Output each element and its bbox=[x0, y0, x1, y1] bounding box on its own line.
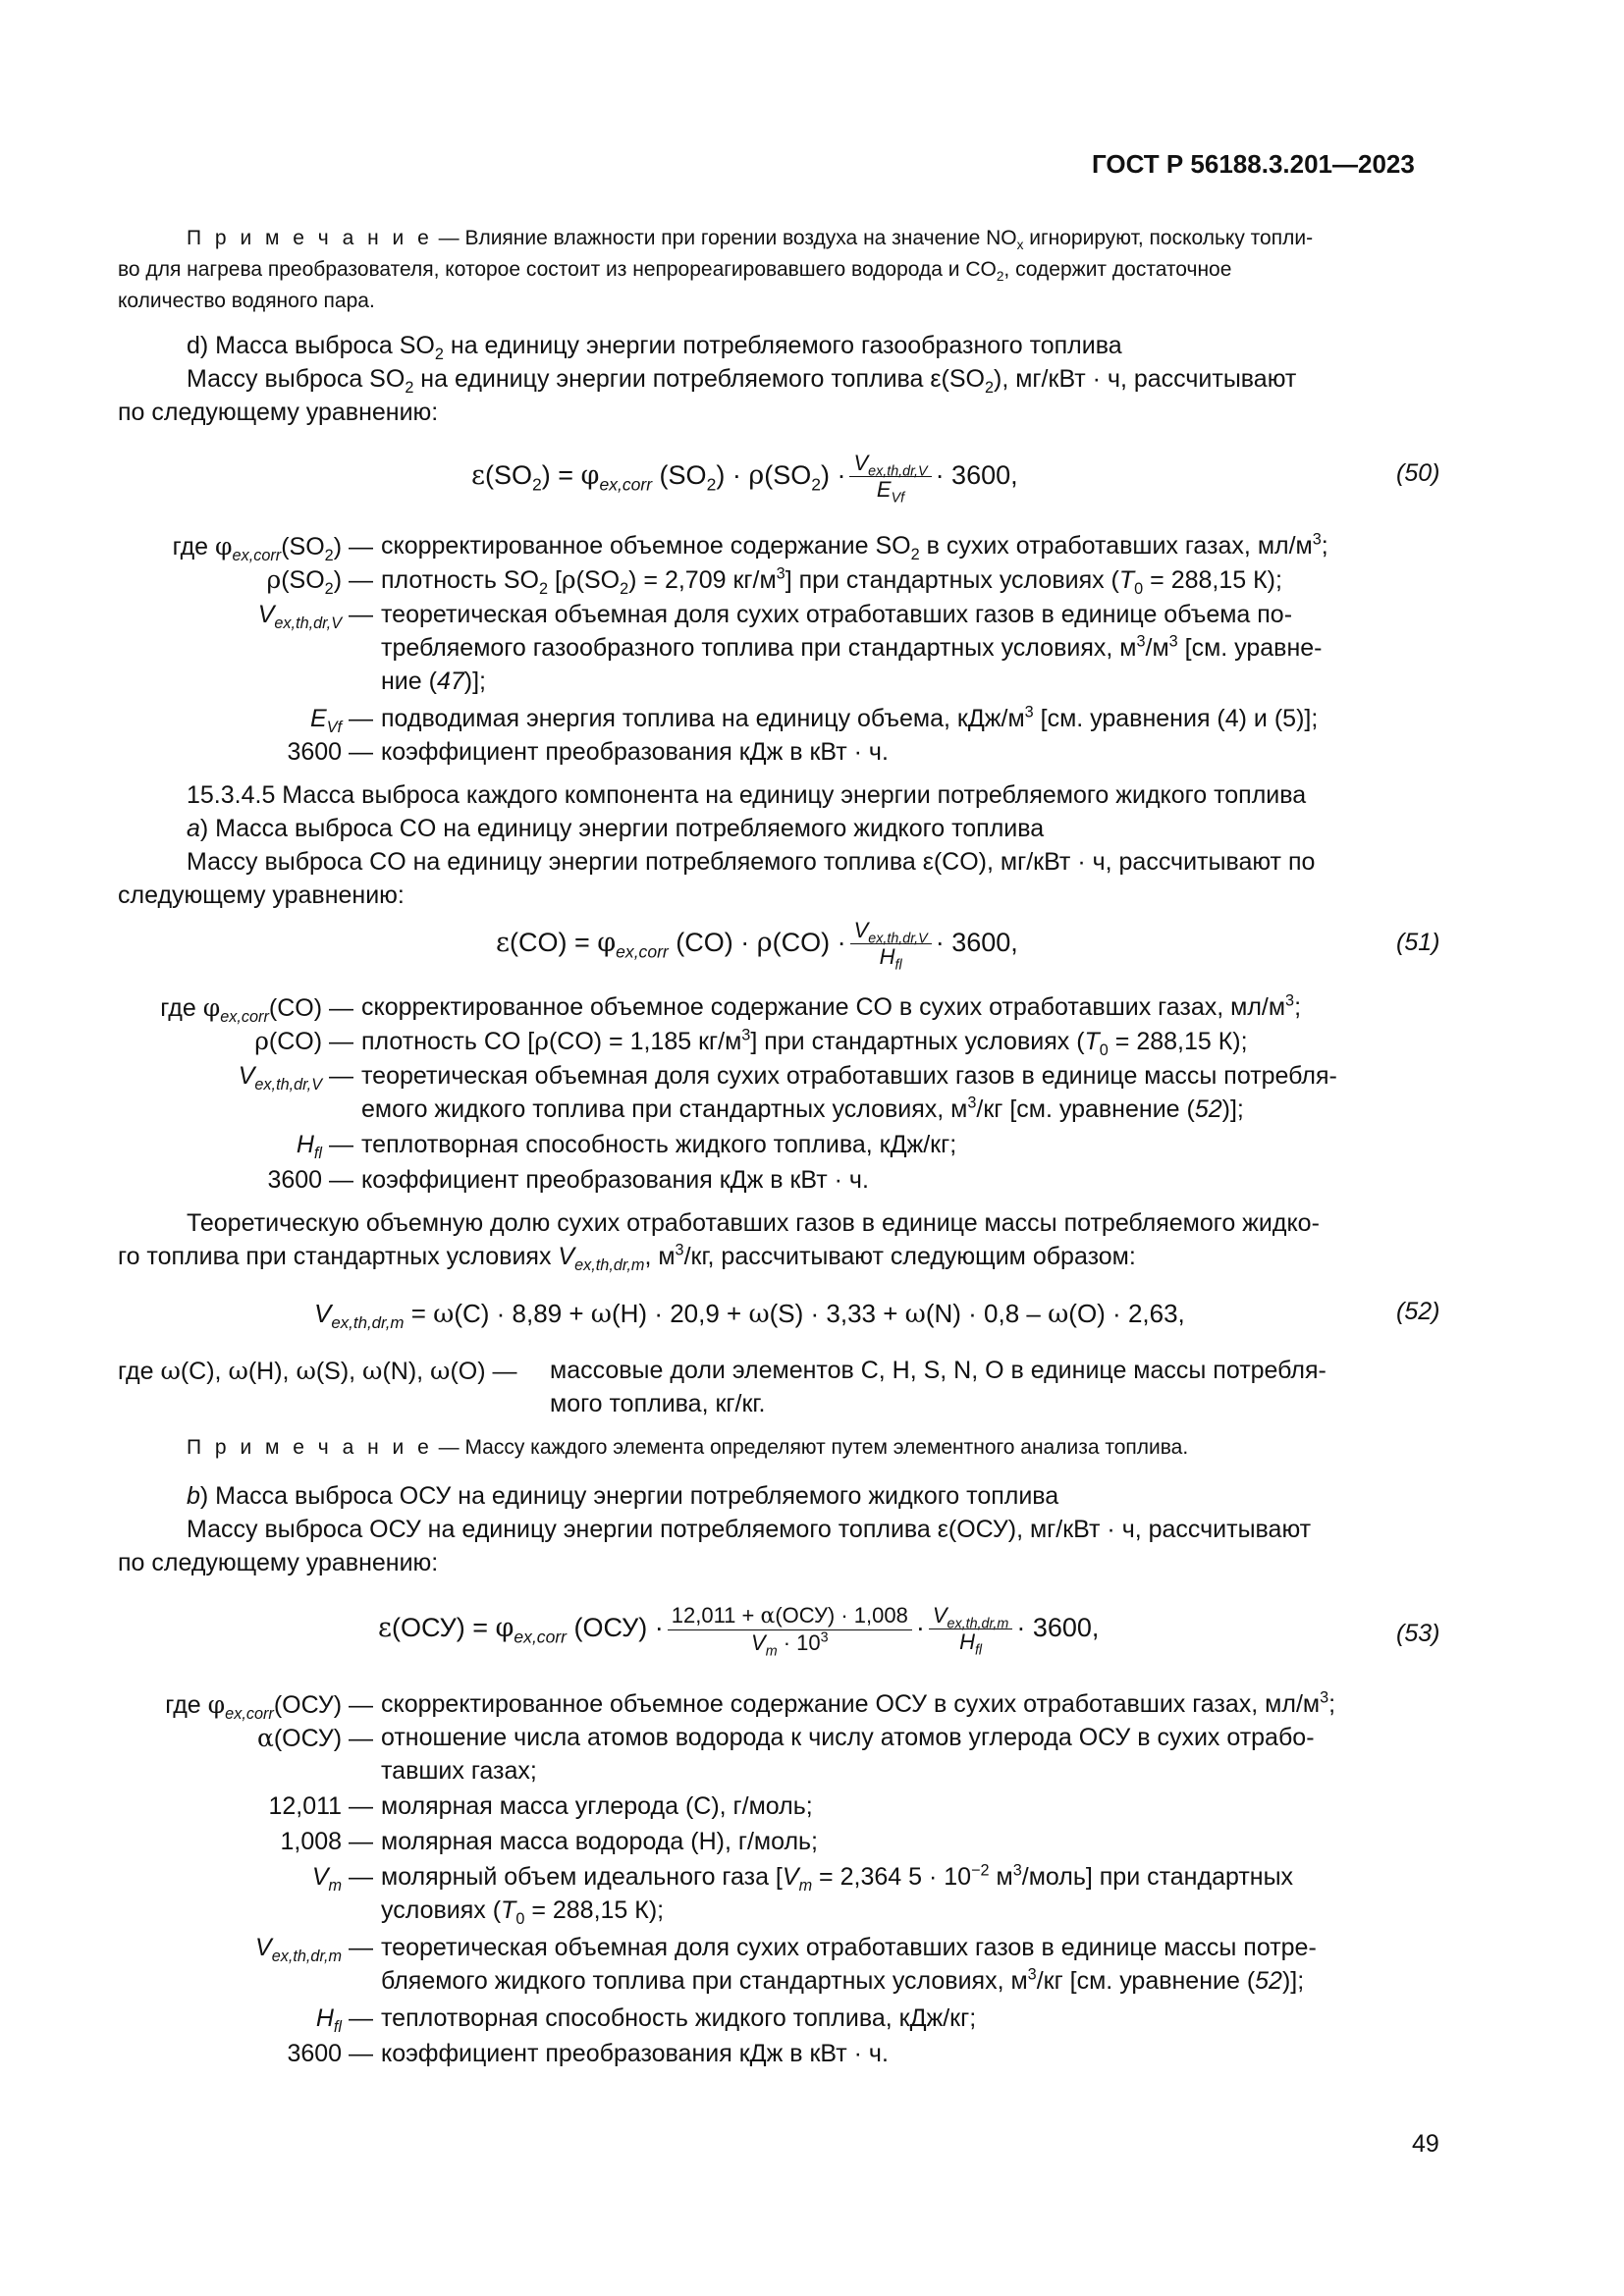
def-53-text-5-cont1: условиях ($T_0 = 288,15$ К); bbox=[381, 1896, 665, 1928]
def-52-sym: где ω(C), ω(H), ω(S), ω(N), ω(O) — bbox=[118, 1357, 517, 1385]
equation-50: $\varepsilon(SO_2) = \varphi_{ex,corr}$ $(SO_2) \cdot \rho(SO_2)$ · $\frac{V_{ex,th,dr,V}}{E_{Vf}}$ · 3600, bbox=[471, 451, 1018, 507]
def-51-sym-4: $H_{fl}$ — bbox=[296, 1131, 353, 1162]
def-53-text-2-cont1: тавших газах; bbox=[381, 1757, 537, 1785]
def-50-text-5: коэффициент преобразования кДж в кВт · ч. bbox=[381, 738, 889, 766]
def-53-text-7: теплотворная способность жидкого топлива, кДж/кг; bbox=[381, 2004, 977, 2032]
note-text-line2: во для нагрева преобразователя, которое состоит из непрореагировавшего водорода и $CO_2$, содержит достаточное bbox=[118, 258, 1232, 285]
def-53-text-4: молярная масса водорода (H), г/моль; bbox=[381, 1828, 819, 1855]
section-d-intro1: Массу выброса $SO_2$ на единицу энергии потребляемого топлива $\varepsilon(SO_2)$, мг/кВт · ч, рассчитывают bbox=[187, 365, 1297, 397]
equation-51: $\varepsilon(CO) = \varphi_{ex,corr}$ (CO) · ρ(CO) · $\frac{V_{ex,th,dr,V}}{H_{fl}}$ · 3600, bbox=[496, 918, 1018, 974]
def-53-sym-3: 12,011 — bbox=[268, 1792, 373, 1820]
note-2-text: — Массу каждого элемента определяют путем элементного анализа топлива. bbox=[438, 1436, 1189, 1459]
def-50-sym-3: $V_{ex,th,dr,V}$ — bbox=[257, 601, 373, 632]
equation-number-53: (53) bbox=[1396, 1620, 1440, 1647]
def-50-text-2: плотность $SO_2$ [$\rho(SO_2) = 2,709$ $кг/м^3$] при стандартных условиях ($T_0 = 288,15$ К); bbox=[381, 564, 1282, 598]
def-51-sym-2: ρ(CO) — bbox=[254, 1027, 353, 1055]
def-51-text-1: скорректированное объемное содержание CO в сухих отработавших газах, $мл/м^3$; bbox=[361, 991, 1302, 1021]
def-50-text-3-cont1: требляемого газообразного топлива при стандартных условиях, $м^3/м^3$ [см. уравне- bbox=[381, 632, 1323, 662]
equation-number-51: (51) bbox=[1396, 929, 1440, 956]
def-53-sym-4: 1,008 — bbox=[280, 1828, 373, 1855]
section-b-intro2: по следующему уравнению: bbox=[118, 1549, 439, 1576]
def-51-text-2: плотность CO [ρ(CO) = 1,185 $кг/м^3$] при стандартных условиях ($T_0 = 288,15$ К); bbox=[361, 1026, 1248, 1059]
def-51-sym-1: где $\varphi_{ex,corr}(CO)$ — bbox=[160, 993, 353, 1026]
def-53-text-6: теоретическая объемная доля сухих отработавших газов в единице массы потре- bbox=[381, 1934, 1317, 1961]
def-50-sym-5: 3600 — bbox=[287, 738, 373, 766]
note-text-line3: количество водяного пара. bbox=[118, 290, 375, 312]
def-51-text-3-cont1: емого жидкого топлива при стандартных условиях, $м^3/кг$ [см. уравнение (52)]; bbox=[361, 1094, 1244, 1123]
def-53-sym-5: $V_m$ — bbox=[311, 1863, 373, 1895]
equation-53: $\varepsilon(ОСУ) = \varphi_{ex,corr}$ (ОСУ) · $\frac{\text{12,011 + α(ОСУ) · 1,008}}{V_m \cdot 10^3}$ · $\frac{V_{ex,th,dr,m}}{H_{fl}}$ · 3600, bbox=[378, 1602, 1100, 1660]
section-d-intro2: по следующему уравнению: bbox=[118, 399, 439, 426]
def-53-text-2: отношение числа атомов водорода к числу атомов углерода ОСУ в сухих отрабо- bbox=[381, 1724, 1315, 1751]
def-53-text-5: молярный объем идеального газа [$V_m = 2,364$ $5 \cdot 10^{-2}$ $м^3/моль$] при стандартных bbox=[381, 1861, 1294, 1895]
section-d-title: d) Масса выброса $SO_2$ на единицу энергии потребляемого газообразного топлива bbox=[187, 332, 1122, 363]
para-vexm-line1: Теоретическую объемную долю сухих отработавших газов в единице массы потребляемого жидко- bbox=[187, 1209, 1320, 1237]
def-52-text-2: мого топлива, кг/кг. bbox=[550, 1390, 766, 1417]
def-51-sym-3: $V_{ex,th,dr,V}$ — bbox=[238, 1062, 353, 1094]
note-text-line1: — Влияние влажности при горении воздуха на значение $NO_x$ игнорируют, поскольку топли- bbox=[438, 227, 1314, 253]
def-50-sym-1: где $\varphi_{ex,corr}(SO_2)$ — bbox=[172, 532, 373, 564]
def-53-sym-2: α(ОСУ) — bbox=[256, 1724, 373, 1752]
def-50-text-3-cont2: ние (47)]; bbox=[381, 667, 486, 695]
page-number: 49 bbox=[1412, 2130, 1439, 2158]
def-51-sym-5: 3600 — bbox=[267, 1166, 353, 1194]
def-53-text-8: коэффициент преобразования кДж в кВт · ч. bbox=[381, 2040, 889, 2067]
def-53-sym-8: 3600 — bbox=[287, 2040, 373, 2067]
section-a-intro1: Массу выброса CO на единицу энергии потребляемого топлива ε(CO), мг/кВт · ч, рассчитывают по bbox=[187, 848, 1316, 876]
para-vexm-line2: го топлива при стандартных условиях $V_{ex,th,dr,m}$, $м^3/кг$, рассчитывают следующим образом: bbox=[118, 1241, 1136, 1274]
section-b-intro1: Массу выброса ОСУ на единицу энергии потребляемого топлива ε(ОСУ), мг/кВт · ч, рассчитывают bbox=[187, 1516, 1312, 1543]
note-label: П р и м е ч а н и е bbox=[187, 227, 433, 249]
def-51-text-4: теплотворная способность жидкого топлива, кДж/кг; bbox=[361, 1131, 957, 1158]
section-15345-title: 15.3.4.5 Масса выброса каждого компонента на единицу энергии потребляемого жидкого топлива bbox=[187, 781, 1307, 809]
def-53-sym-6: $V_{ex,th,dr,m}$ — bbox=[255, 1934, 373, 1965]
def-53-sym-7: $H_{fl}$ — bbox=[315, 2004, 373, 2036]
def-50-text-1: скорректированное объемное содержание $SO_2$ в сухих отработавших газах, $мл/м^3$; bbox=[381, 530, 1328, 563]
def-53-text-6-cont1: бляемого жидкого топлива при стандартных условиях, $м^3/кг$ [см. уравнение (52)]; bbox=[381, 1965, 1305, 1995]
def-50-sym-4: $E_{Vf}$ — bbox=[310, 705, 373, 736]
section-a-title: a) Масса выброса CO на единицу энергии потребляемого жидкого топлива bbox=[187, 815, 1045, 842]
equation-52: $V_{ex,th,dr,m} = \omega(C) \cdot 8,89 + \omega(H) \cdot 20,9 + \omega(S) \cdot 3,33 + \omega(N) \cdot 0,8 - \omega(O) \cdot 2,63$, bbox=[314, 1299, 1185, 1333]
def-50-text-3: теоретическая объемная доля сухих отработавших газов в единице объема по- bbox=[381, 601, 1293, 628]
note-2 bbox=[187, 1433, 1188, 1463]
def-51-text-5: коэффициент преобразования кДж в кВт · ч. bbox=[361, 1166, 869, 1194]
equation-number-50: (50) bbox=[1396, 459, 1440, 487]
def-53-sym-1: где $\varphi_{ex,corr}(ОСУ)$ — bbox=[165, 1690, 373, 1723]
def-53-text-1: скорректированное объемное содержание ОСУ в сухих отработавших газах, $мл/м^3$; bbox=[381, 1688, 1336, 1718]
def-52-text-1: массовые доли элементов C, H, S, N, O в единице массы потребля- bbox=[550, 1357, 1326, 1384]
equation-number-52: (52) bbox=[1396, 1298, 1440, 1325]
note-2-label: П р и м е ч а н и е bbox=[187, 1436, 433, 1459]
def-50-text-4: подводимая энергия топлива на единицу объема, кДж/$м^3$ [см. уравнения (4) и (5)]; bbox=[381, 703, 1319, 732]
section-a-intro2: следующему уравнению: bbox=[118, 881, 405, 909]
note-1 bbox=[187, 224, 1313, 253]
def-50-sym-2: $\rho(SO_2)$ — bbox=[266, 565, 373, 598]
document-header: ГОСТ Р 56188.3.201—2023 bbox=[1092, 149, 1415, 179]
def-51-text-3: теоретическая объемная доля сухих отработавших газов в единице массы потребля- bbox=[361, 1062, 1337, 1090]
def-53-text-3: молярная масса углерода (C), г/моль; bbox=[381, 1792, 813, 1820]
section-b-title: b) Масса выброса ОСУ на единицу энергии потребляемого жидкого топлива bbox=[187, 1482, 1059, 1510]
